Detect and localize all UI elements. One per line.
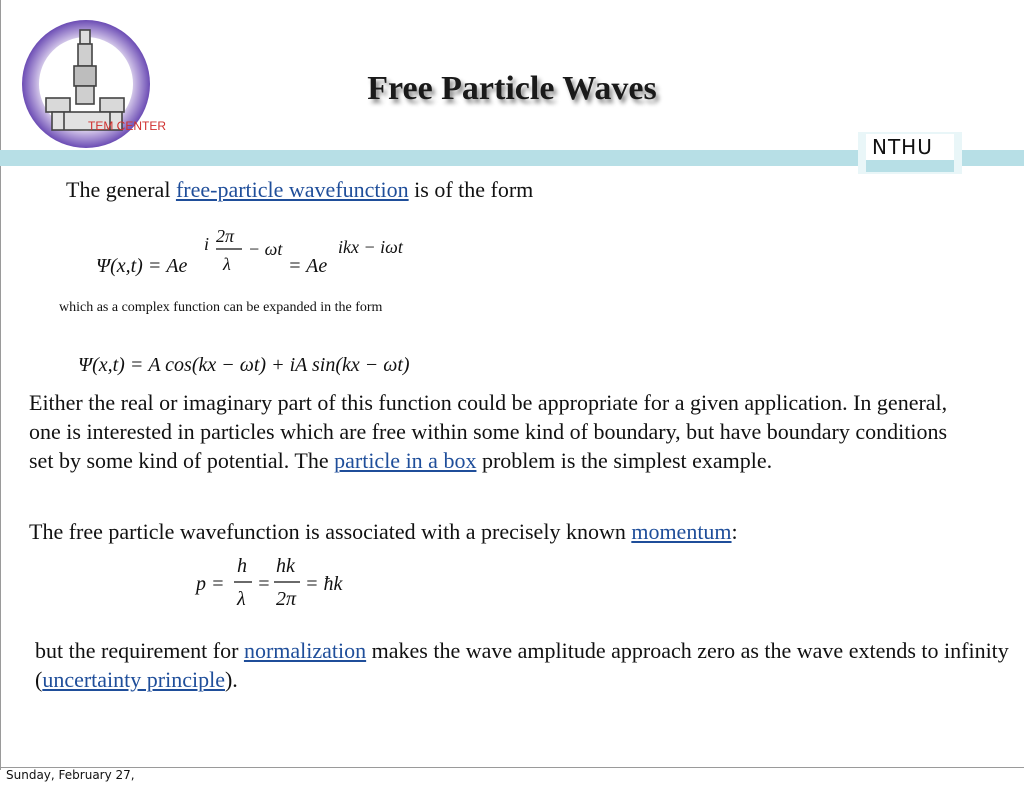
uncertainty-principle-link[interactable]: uncertainty principle bbox=[42, 667, 225, 692]
normalization-link[interactable]: normalization bbox=[243, 638, 367, 663]
expanded-note: which as a complex function can be expanded in the form bbox=[59, 300, 383, 315]
eq3-lambda: λ bbox=[237, 588, 246, 610]
eq1-exp-tail: − ωt bbox=[248, 239, 283, 259]
paragraph-normalization bbox=[35, 636, 1024, 694]
page-title: Free Particle Waves bbox=[367, 70, 657, 107]
slide-bottom-border bbox=[0, 767, 1024, 768]
eq1-lhs: Ψ(x,t) = Ae bbox=[96, 255, 188, 277]
eq1-frac-num: 2π bbox=[216, 226, 235, 246]
eq3-hbar: = ħk bbox=[305, 573, 343, 595]
paragraph-momentum bbox=[29, 519, 738, 545]
para3-text-a: but the requirement for bbox=[35, 638, 244, 663]
para2-text-b: : bbox=[731, 519, 738, 544]
equation-wavefunction bbox=[92, 224, 422, 284]
eq3-two-pi: 2π bbox=[276, 588, 297, 610]
intro-post: is of the form bbox=[408, 177, 534, 202]
intro-text bbox=[66, 177, 533, 203]
para1-text-a: Either the real or imaginary part of this function could be appropriate for a given application. In general, one is interested in particles which are free within some kind of boundary, but have boundary conditions set by some kind of potential. The bbox=[29, 390, 948, 473]
eq1-exp2: ikx − iωt bbox=[338, 237, 403, 257]
eq1-mid: = Ae bbox=[288, 255, 328, 277]
eq3-hk: hk bbox=[276, 555, 295, 577]
logo-text: TEM CENTER bbox=[88, 119, 166, 133]
intro-pre: The general bbox=[66, 177, 176, 202]
eq3-eq: = bbox=[257, 573, 271, 595]
particle-in-a-box-link[interactable]: particle in a box bbox=[334, 448, 477, 473]
eq1-frac-den: λ bbox=[223, 254, 231, 274]
nthu-badge: NTHU bbox=[872, 135, 933, 159]
eq1-exp-i: i bbox=[204, 234, 210, 254]
equation-momentum bbox=[194, 552, 364, 616]
paragraph-boundary bbox=[29, 388, 969, 475]
para2-text-a: The free particle wavefunction is associated with a precisely known bbox=[29, 519, 632, 544]
free-particle-wavefunction-link[interactable]: free-particle wavefunction bbox=[175, 177, 409, 202]
para3-text-c: ). bbox=[224, 667, 238, 692]
eq3-h: h bbox=[237, 555, 247, 577]
equation-expanded bbox=[76, 346, 476, 380]
para1-text-b: problem is the simplest example. bbox=[476, 448, 773, 473]
slide-left-border bbox=[0, 0, 1, 770]
footer-date: Sunday, February 27, bbox=[6, 768, 135, 782]
eq3-p: p = bbox=[196, 573, 225, 595]
para3-text-b: makes the wave amplitude approach zero as the wave extends to infinity ( bbox=[35, 638, 1009, 692]
eq2-text: Ψ(x,t) = A cos(kx − ωt) + iA sin(kx − ωt) bbox=[78, 354, 410, 376]
momentum-link[interactable]: momentum bbox=[631, 519, 732, 544]
